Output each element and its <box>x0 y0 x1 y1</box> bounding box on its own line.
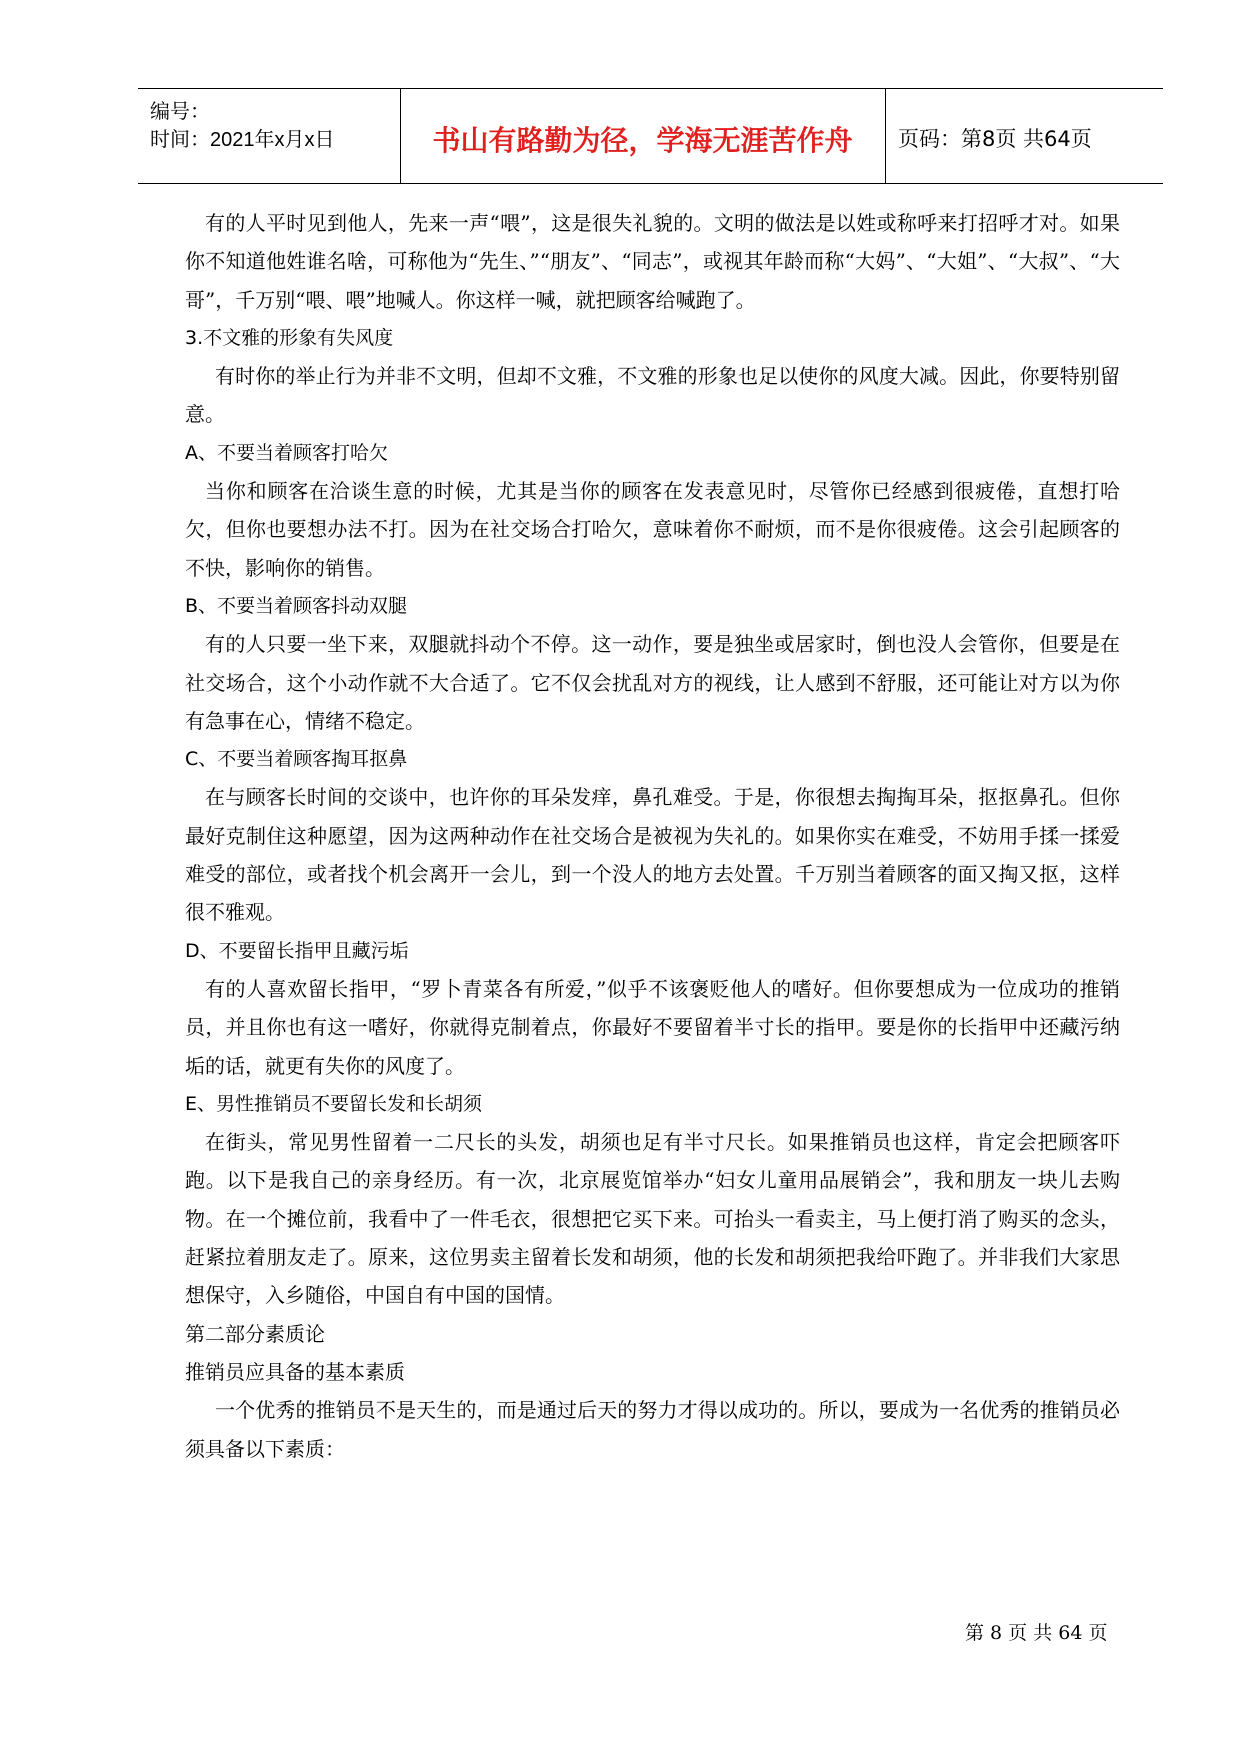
paragraph: 有的人平时见到他人，先来一声“喂”，这是很失礼貌的。文明的做法是以姓或称呼来打招呼才对。如果你不知道他姓谁名啥，可称他为“先生、”“朋友”、“同志”，或视其年龄而称“大妈”、“大姐”、“大叔”、“大哥”，千万别“喂、喂”地喊人。你这样一喊，就把顾客给喊跑了。 <box>185 211 1120 312</box>
subsection-heading: B、不要当着顾客抖动双腿 <box>185 594 408 617</box>
header-motto: 书山有路勤为径，学海无涯苦作舟 <box>432 124 853 157</box>
paragraph: 一个优秀的推销员不是天生的，而是通过后天的努力才得以成功的。所以，要成为一名优秀的推销员必须具备以下素质： <box>185 1398 1120 1461</box>
page-header <box>138 88 1163 184</box>
header-right-cell <box>886 89 1163 183</box>
subsection-heading: C、不要当着顾客掏耳抠鼻 <box>185 748 408 771</box>
header-left-cell <box>138 89 401 183</box>
paragraph: 在街头，常见男性留着一二尺长的头发，胡须也足有半寸尺长。如果推销员也这样，肯定会把顾客吓跑。以下是我自己的亲身经历。有一次，北京展览馆举办“妇女儿童用品展销会”，我和朋友一块儿去购物。在一个摊位前，我看中了一件毛衣，很想把它买下来。可抬头一看卖主，马上便打消了购买的念头，赶紧拉着朋友走了。原来，这位男卖主留着长发和胡须，他的长发和胡须把我给吓跑了。并非我们大家思想保守，入乡随俗，中国自有中国的国情。 <box>185 1130 1120 1308</box>
header-page-code: 页码：第8页 共64页 <box>898 127 1092 151</box>
page-footer: 第 8 页 共 64 页 <box>965 1622 1108 1644</box>
paragraph: 当你和顾客在洽谈生意的时候，尤其是当你的顾客在发表意见时，尽管你已经感到很疲倦，直想打哈欠，但你也要想办法不打。因为在社交场合打哈欠，意味着你不耐烦，而不是你很疲倦。这会引起顾客的不快，影响你的销售。 <box>185 479 1120 580</box>
header-middle-cell <box>400 89 886 183</box>
paragraph: 有的人喜欢留长指甲，“罗卜青菜各有所爱，”似乎不该褒贬他人的嗜好。但你要想成为一位成功的推销员，并且你也有这一嗜好，你就得克制着点，你最好不要留着半寸长的指甲。要是你的长指甲中还藏污纳垢的话，就更有失你的风度了。 <box>185 976 1120 1078</box>
number-label: 编号： <box>150 101 210 123</box>
document-body <box>185 204 1120 1468</box>
paragraph: 有的人只要一坐下来，双腿就抖动个不停。这一动作，要是独坐或居家时，倒也没人会管你，但要是在社交场合，这个小动作就不大合适了。它不仅会扰乱对方的视线，让人感到不舒服，还可能让对方以为你有急事在心，情绪不稳定。 <box>185 632 1120 733</box>
subsection-heading: E、男性推销员不要留长发和长胡须 <box>185 1092 483 1115</box>
paragraph: 有时你的举止行为并非不文明，但却不文雅，不文雅的形象也足以使你的风度大减。因此，你要特别留意。 <box>185 364 1120 427</box>
subsection-heading: A、不要当着顾客打哈欠 <box>185 441 388 464</box>
subsection-heading: D、不要留长指甲且藏污垢 <box>185 939 409 962</box>
section-heading: 推销员应具备的基本素质 <box>185 1359 405 1384</box>
paragraph: 在与顾客长时间的交谈中，也许你的耳朵发痒，鼻孔难受。于是，你很想去掏掏耳朵，抠抠鼻孔。但你最好克制住这种愿望，因为这两种动作在社交场合是被视为失礼的。如果你实在难受，不妨用手揉一揉爱难受的部位，或者找个机会离开一会儿，到一个没人的地方去处置。千万别当着顾客的面又掏又抠，这样很不雅观。 <box>185 785 1120 925</box>
section-heading: 3.不文雅的形象有失风度 <box>185 326 394 349</box>
time-label: 时间：2021年x月x日 <box>150 129 335 151</box>
part-heading: 第二部分素质论 <box>185 1321 325 1346</box>
